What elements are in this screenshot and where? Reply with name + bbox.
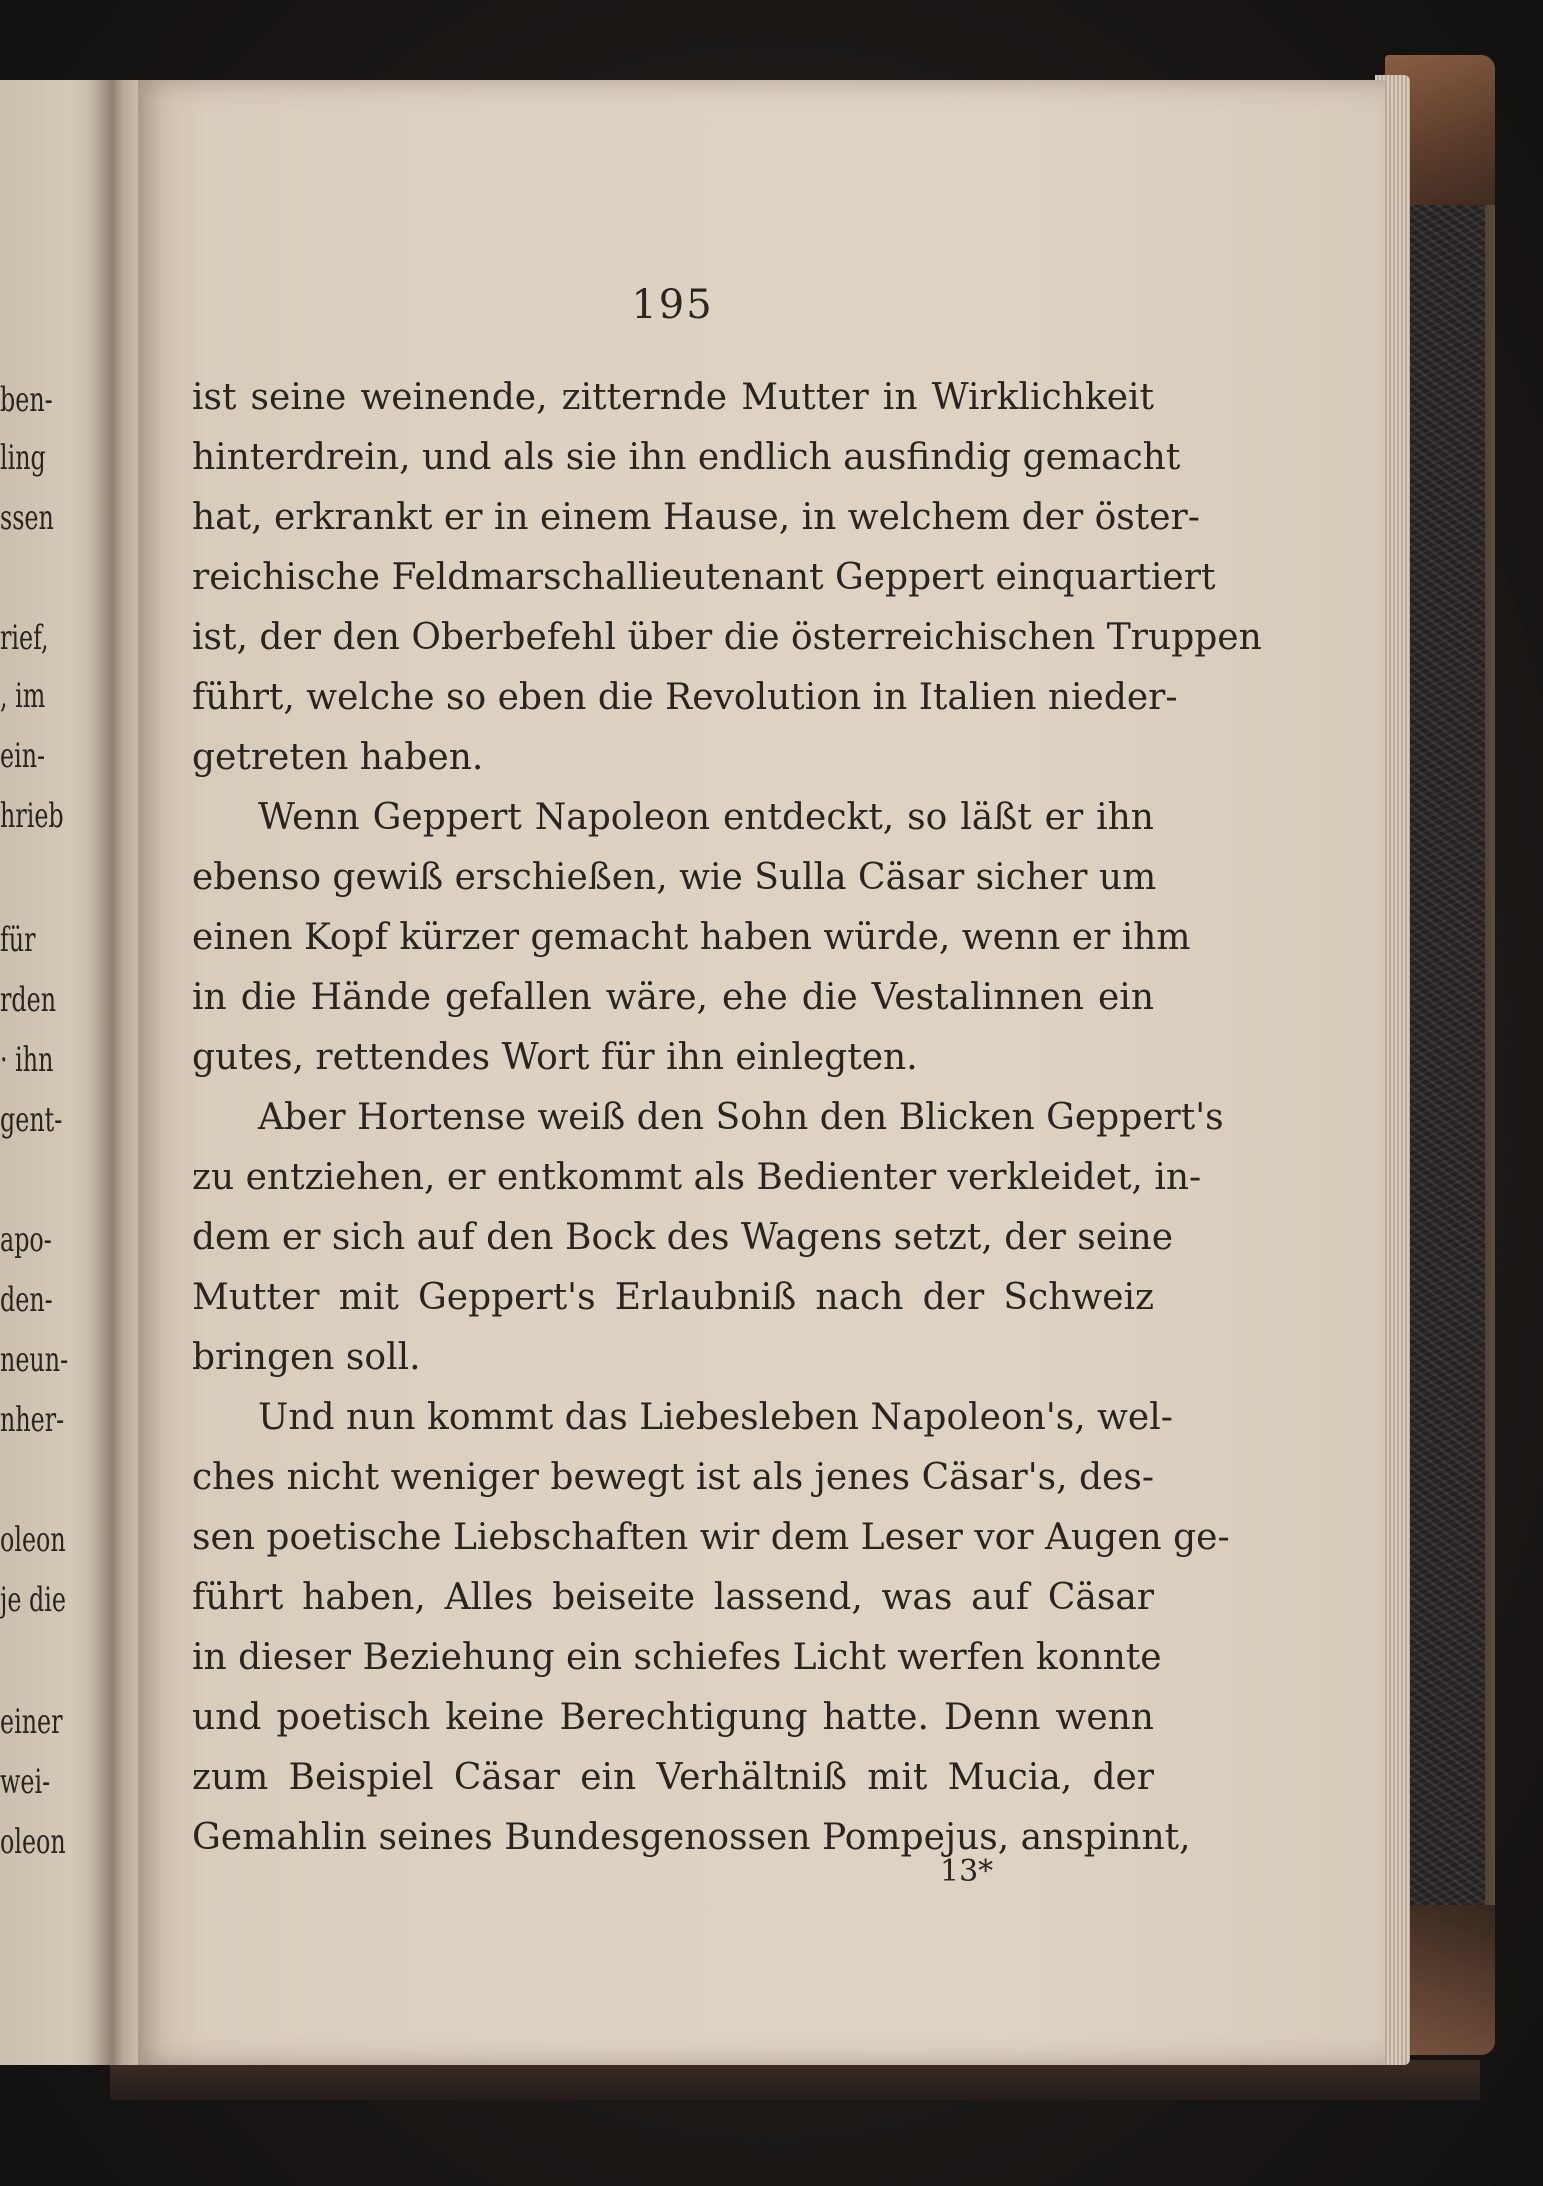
text-line: gutes, rettendes Wort für ihn einlegten. (192, 1037, 918, 1078)
text-line: bringen soll. (192, 1337, 421, 1378)
text-line: sen poetische Liebschaften wir dem Leser vor Augen ge- (192, 1517, 1230, 1558)
text-line: Gemahlin seines Bundesgenossen Pompejus, anspinnt, (192, 1817, 1191, 1858)
left-page-fragment: oleon (0, 1520, 66, 1560)
left-page-fragment: einer (0, 1702, 63, 1742)
left-page-fragment: gent- (0, 1100, 63, 1140)
text-line: reichische Feldmarschallieutenant Geppert einquartiert (192, 557, 1216, 598)
left-page-fragment: ssen (0, 498, 54, 538)
text-line: zum Beispiel Cäsar ein Verhältniß mit Mucia, der (192, 1757, 1154, 1798)
text-line: Aber Hortense weiß den Sohn den Blicken Geppert's (258, 1097, 1224, 1138)
left-page-fragment: den- (0, 1280, 53, 1320)
left-page-fragment: je die (0, 1580, 66, 1620)
text-line: in die Hände gefallen wäre, ehe die Vestalinnen ein (192, 977, 1154, 1018)
text-line: dem er sich auf den Bock des Wagens setzt, der seine (192, 1217, 1174, 1258)
text-line: getreten haben. (192, 737, 484, 778)
text-line: ches nicht weniger bewegt ist als jenes Cäsar's, des- (192, 1457, 1154, 1498)
spine-fold (112, 80, 138, 2065)
left-page-fragment: oleon (0, 1822, 66, 1862)
text-line: ebenso gewiß erschießen, wie Sulla Cäsar sicher um (192, 857, 1157, 898)
text-line: und poetisch keine Berechtigung hatte. Denn wenn (192, 1697, 1154, 1738)
marbled-cover (1405, 195, 1485, 1915)
text-line: ist seine weinende, zitternde Mutter in Wirklichkeit (192, 377, 1154, 418)
left-page-fragment: neun- (0, 1340, 69, 1380)
body-text (192, 368, 1262, 1868)
left-page-fragment: rief, (0, 618, 49, 658)
text-line: in dieser Beziehung ein schiefes Licht werfen konnte (192, 1637, 1162, 1678)
left-page-fragment: ling (0, 438, 46, 478)
left-page-fragment: wei- (0, 1762, 51, 1802)
text-line: führt haben, Alles beiseite lassend, was auf Cäsar (192, 1577, 1154, 1618)
left-page-fragment: rden (0, 980, 57, 1020)
left-page-fragment: für (0, 920, 36, 960)
left-page-fragment: ben- (0, 380, 53, 420)
book-bottom-edge (110, 2060, 1480, 2100)
text-line: hat, erkrankt er in einem Hause, in welchem der öster- (192, 497, 1200, 538)
left-page-fragment: · ihn (0, 1040, 54, 1080)
signature-mark: 13* (940, 1854, 994, 1889)
text-line: Und nun kommt das Liebesleben Napoleon's, wel- (258, 1397, 1173, 1438)
left-page-fragment: hrieb (0, 796, 64, 836)
left-page-fragment: apo- (0, 1220, 52, 1260)
text-line: Wenn Geppert Napoleon entdeckt, so läßt er ihn (258, 797, 1154, 838)
text-line: hinterdrein, und als sie ihn endlich ausfindig gemacht (192, 437, 1181, 478)
text-line: führt, welche so eben die Revolution in Italien nieder- (192, 677, 1178, 718)
page-number: 195 (631, 282, 714, 328)
text-line: ist, der den Oberbefehl über die österreichischen Truppen (192, 617, 1262, 658)
left-page-fragment: , im (0, 676, 46, 716)
left-page-fragment: nher- (0, 1400, 65, 1440)
left-page (0, 80, 118, 2065)
text-line: einen Kopf kürzer gemacht haben würde, wenn er ihm (192, 917, 1191, 958)
left-page-fragment: ein- (0, 736, 46, 776)
text-line: zu entziehen, er entkommt als Bedienter verkleidet, in- (192, 1157, 1202, 1198)
text-line: Mutter mit Geppert's Erlaubniß nach der Schweiz (192, 1277, 1154, 1318)
